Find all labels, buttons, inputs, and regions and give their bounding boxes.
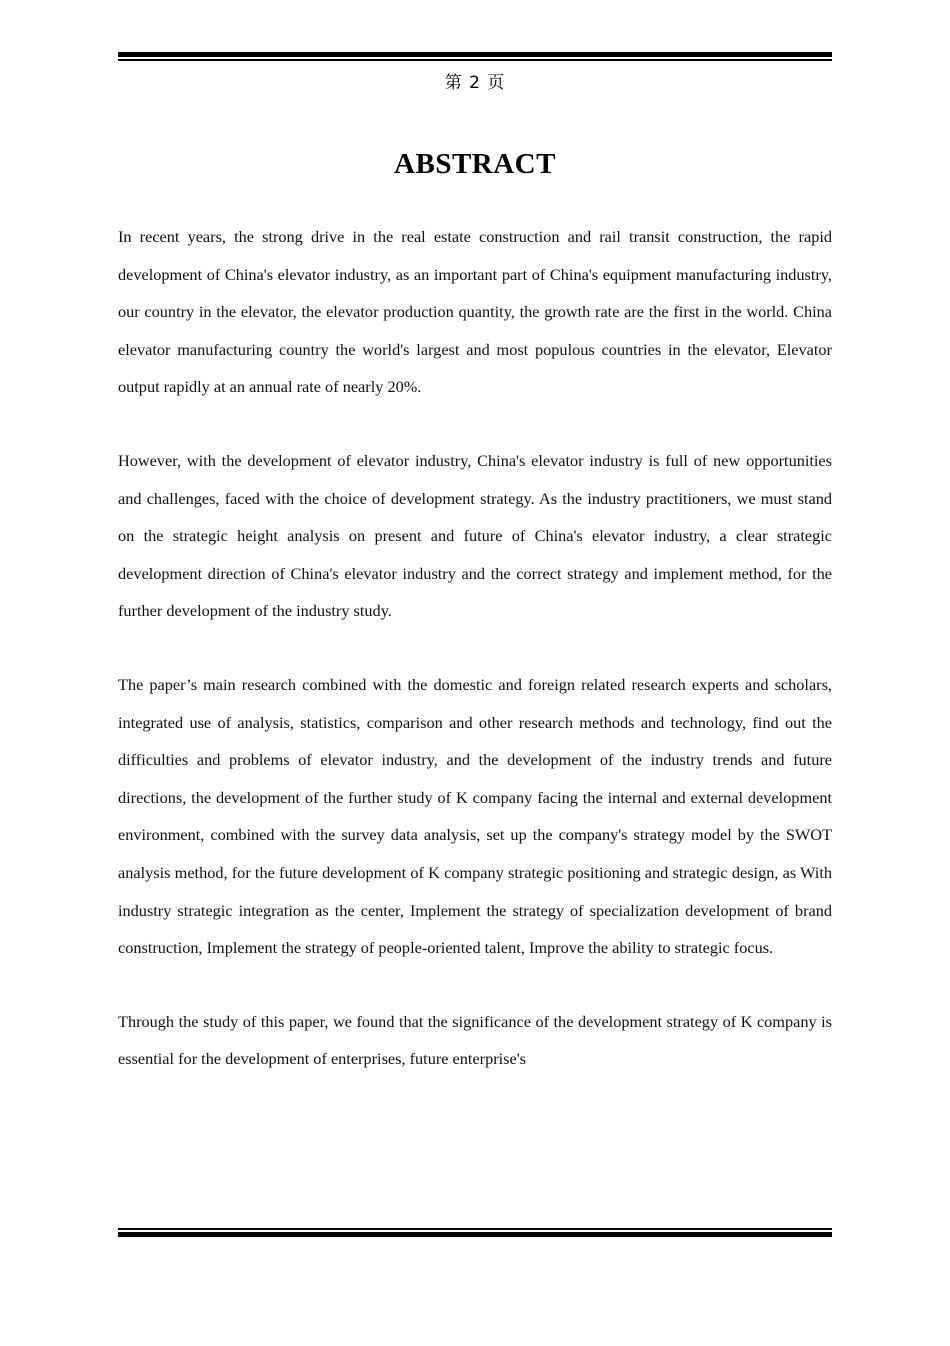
footer-rule-thick-bar [118, 1232, 832, 1237]
paragraph-1: In recent years, the strong drive in the real estate construction and rail transit construction, the rapid development of China's elevator industry, as an important part of China's equipment manufacturing industry, our country in the elevator, the elevator production quantity, the growth rate are the first in the world. China elevator manufacturing country the world's largest and most populous countries in the elevator, Elevator output rapidly at an annual rate of nearly 20%. [118, 227, 832, 397]
paragraph-4: Through the study of this paper, we found that the significance of the development strategy of K company is essential for the development of enterprises, future enterprise's [118, 1011, 832, 1069]
header-rule-thin-bar [118, 59, 832, 61]
paragraph-2: However, with the development of elevator industry, China's elevator industry is full of new opportunities and challenges, faced with the choice of development strategy. As the industry practitioners, we must stand on the strategic height analysis on present and future of China's elevator industry, a clear strategic development direction of China's elevator industry and the correct strategy and implement method, for the further development of the industry study. [118, 450, 832, 621]
abstract-body [118, 218, 832, 1078]
page-number: 第 2 页 [444, 73, 506, 93]
page-title: ABSTRACT [394, 148, 556, 181]
header-rule [118, 52, 832, 61]
page-header [118, 52, 832, 61]
paragraph-3: The paper’s main research combined with the domestic and foreign related research experts and scholars, integrated use of analysis, statistics, comparison and other research methods and technology, find out the difficulties and problems of elevator industry, and the development of the industry trends and future directions, the development of the further study of K company facing the internal and external development environment, combined with the survey data analysis, set up the company's strategy model by the SWOT analysis method, for the future development of K company strategic positioning and strategic design, as With industry strategic integration as the center, Implement the strategy of specialization development of brand construction, Implement the strategy of people-oriented talent, Improve the ability to strategic focus. [118, 674, 832, 958]
footer-rule [118, 1228, 832, 1237]
